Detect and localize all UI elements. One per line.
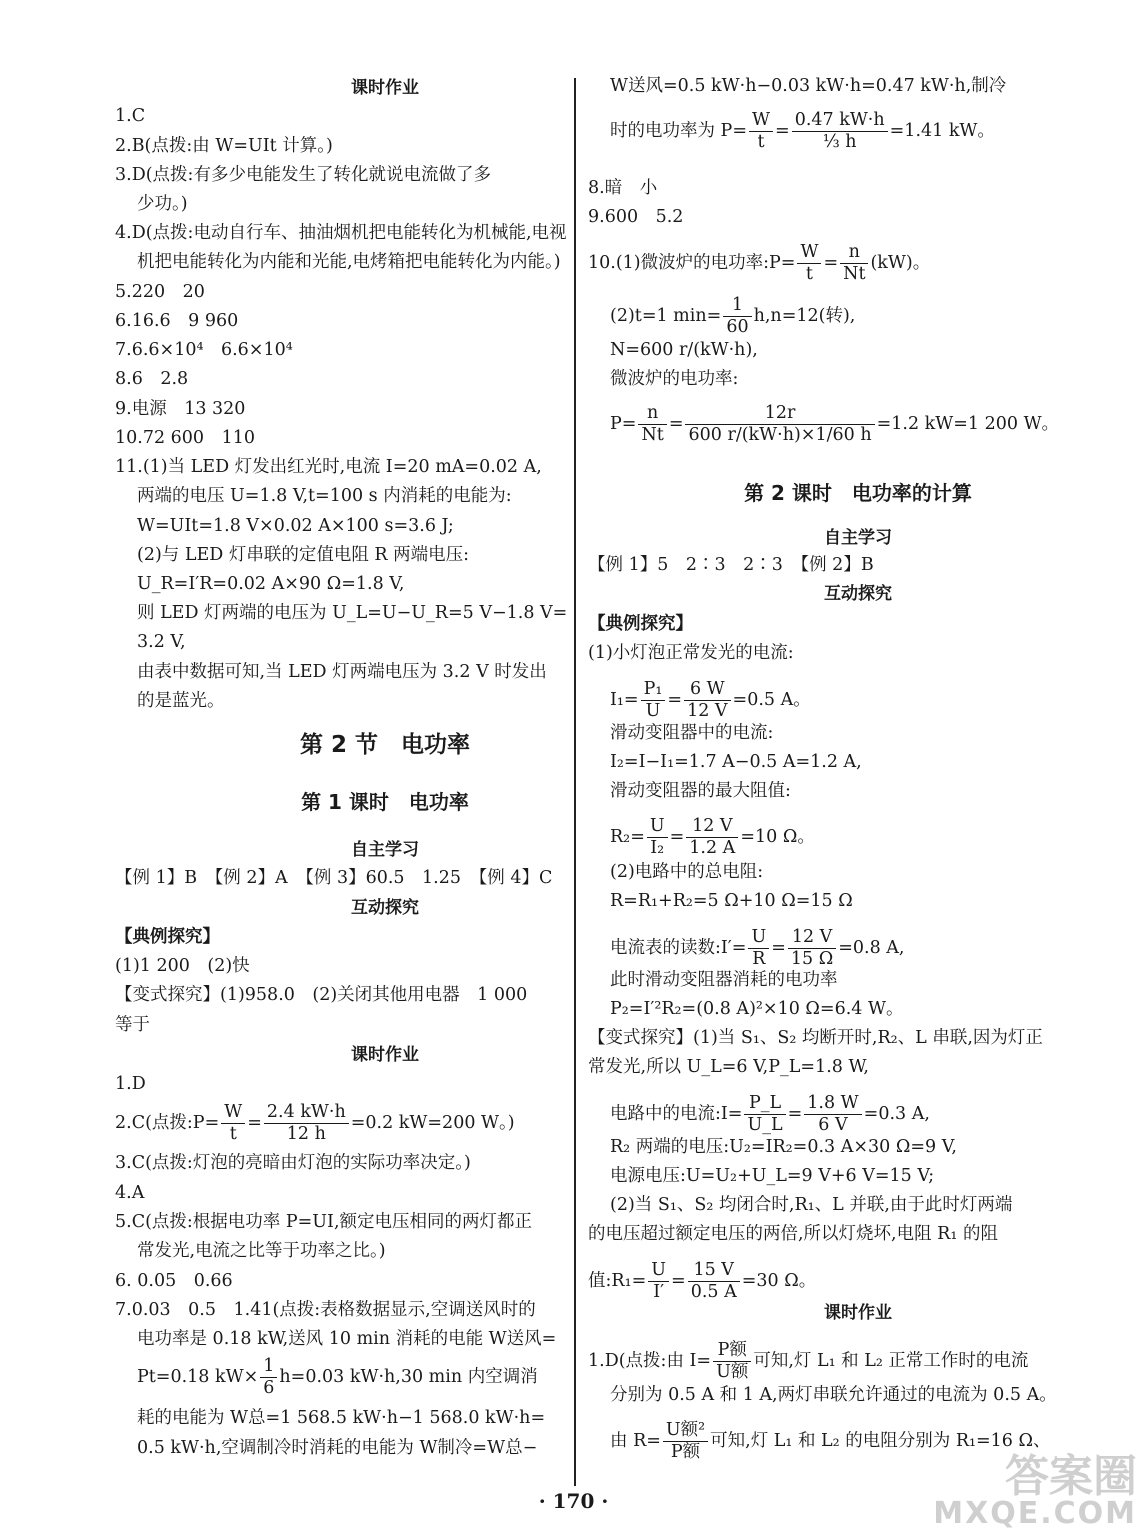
answer-line: [588, 242, 930, 285]
numerator: P₁: [641, 679, 666, 701]
fraction: [648, 1260, 669, 1303]
fraction: [647, 816, 668, 859]
denominator: Nt: [641, 425, 664, 445]
answer-line: (2)电路中的总电阻:: [610, 862, 764, 882]
answer-line: W送风=0.5 kW·h−0.03 kW·h=0.47 kW·h,制冷: [610, 76, 1007, 96]
text-run: =: [771, 938, 786, 958]
answer-line: 11.(1)当 LED 灯发出红光时,电流 I=20 mA=0.02 A,: [115, 457, 542, 477]
fraction: [713, 1340, 751, 1383]
answer-line: 3.D(点拨:有多少电能发生了转化就说电流做了多: [115, 165, 491, 185]
denominator: t: [805, 264, 813, 284]
denominator: I₂: [650, 838, 665, 858]
answer-line: 4.D(点拨:电动自行车、抽油烟机把电能转化为机械能,电视: [115, 223, 567, 243]
answer-line: 少功。): [137, 194, 188, 214]
answer-line: [588, 403, 1059, 446]
answer-line: U_R=I′R=0.02 A×90 Ω=1.8 V,: [137, 574, 405, 594]
section-heading: 互动探究: [824, 584, 892, 604]
answer-line: [588, 295, 855, 338]
answer-line: [115, 1102, 515, 1145]
text-run: 值:R₁=: [588, 1271, 647, 1291]
numerator: 12 V: [686, 816, 738, 838]
answer-line: 机把电能转化为内能和光能,电烤箱把电能转化为内能。): [137, 252, 561, 272]
example-answers: 【例 1】5 2∶3 2∶3 【例 2】B: [588, 555, 874, 575]
answer-line: (1)小灯泡正常发光的电流:: [588, 643, 794, 663]
fraction: [797, 242, 821, 285]
text-run: =0.5 A。: [732, 690, 811, 710]
numerator: 0.47 kW·h: [792, 110, 888, 132]
fraction: [688, 1260, 740, 1303]
answer-line: (2)当 S₁、S₂ 均闭合时,R₁、L 并联,由于此时灯两端: [610, 1195, 1013, 1215]
answer-line: 等于: [115, 1015, 150, 1035]
section-heading: 互动探究: [351, 898, 419, 918]
answer-line: 常发光,电流之比等于功率之比。): [137, 1241, 386, 1261]
answer-line: 3.2 V,: [137, 632, 186, 652]
answer-line: 7.6.6×10⁴ 6.6×10⁴: [115, 340, 293, 360]
numerator: 6 W: [684, 679, 730, 701]
answer-line: 滑动变阻器中的电流:: [610, 723, 774, 743]
text-run: =: [787, 1104, 803, 1124]
answer-line: 电功率是 0.18 kW,送风 10 min 消耗的电能 W送风=: [137, 1329, 557, 1349]
text-run: =10 Ω。: [740, 827, 815, 847]
column-divider: [574, 78, 576, 1486]
answer-line: [588, 927, 904, 970]
denominator: 12 V: [687, 701, 728, 721]
answer-line: 则 LED 灯两端的电压为 U_L=U−U_R=5 V−1.8 V=: [137, 603, 568, 623]
section-heading: 课时作业: [351, 1045, 419, 1065]
text-run: =: [668, 414, 684, 434]
answer-line: (1)1 200 (2)快: [115, 956, 250, 976]
text-run: =30 Ω。: [741, 1271, 817, 1291]
denominator: U额: [716, 1362, 749, 1382]
denominator: 1.2 A: [689, 838, 736, 858]
answer-line: [588, 1340, 1028, 1383]
answer-line: I₂=I−I₁=1.7 A−0.5 A=1.2 A,: [610, 752, 862, 772]
text-run: =0.2 kW=200 W。): [350, 1113, 515, 1133]
text-run: =: [669, 827, 685, 847]
answer-line: N=600 r/(kW·h),: [610, 340, 758, 360]
numerator: P_L: [744, 1093, 785, 1115]
text-run: =: [667, 690, 683, 710]
answer-line: 【变式探究】(1)当 S₁、S₂ 均断开时,R₂、L 串联,因为灯正: [588, 1028, 1043, 1048]
text-run: (kW)。: [870, 253, 931, 273]
denominator: 6: [263, 1378, 275, 1398]
fraction: [638, 403, 666, 446]
numerator: U: [648, 1260, 669, 1282]
numerator: U: [748, 927, 769, 949]
numerator: 1: [260, 1356, 277, 1378]
text-run: I₁=: [610, 690, 639, 710]
fraction: [723, 295, 751, 338]
section-heading: 课时作业: [824, 1303, 892, 1323]
denominator: t: [229, 1124, 237, 1144]
text-run: =: [671, 1271, 686, 1291]
answer-line: 5.C(点拨:根据电功率 P=UI,额定电压相同的两灯都正: [115, 1212, 533, 1232]
answer-line: 微波炉的电功率:: [610, 369, 739, 389]
answer-line: R=R₁+R₂=5 Ω+10 Ω=15 Ω: [610, 891, 853, 911]
text-run: 可知,灯 L₁ 和 L₂ 的电阻分别为 R₁=16 Ω、: [710, 1431, 1051, 1451]
numerator: W: [749, 110, 773, 132]
denominator: 12 h: [286, 1124, 326, 1144]
numerator: U额²: [663, 1420, 708, 1442]
answer-line: 的是蓝光。: [137, 691, 225, 711]
numerator: n: [840, 242, 868, 264]
fraction: [840, 242, 868, 285]
answer-line: 2.B(点拨:由 W=UIt 计算。): [115, 136, 333, 156]
text-run: =: [823, 253, 839, 273]
answer-line: 由表中数据可知,当 LED 灯两端电压为 3.2 V 时发出: [137, 662, 547, 682]
answer-line: 7.0.03 0.5 1.41(点拨:表格数据显示,空调送风时的: [115, 1300, 536, 1320]
answer-line: 此时滑动变阻器消耗的电功率: [610, 970, 838, 990]
denominator: P额: [670, 1442, 701, 1462]
numerator: 12 V: [788, 927, 836, 949]
answer-line: 1.D: [115, 1074, 146, 1094]
text-run: =: [775, 121, 790, 141]
fraction: [686, 816, 738, 859]
answer-line: 9.电源 13 320: [115, 399, 246, 419]
answer-line: 5.220 20: [115, 282, 205, 302]
fraction: [749, 110, 773, 153]
answer-line: P₂=I′²R₂=(0.8 A)²×10 Ω=6.4 W。: [610, 999, 904, 1019]
fraction: [641, 679, 666, 722]
denominator: 0.5 A: [690, 1282, 737, 1302]
fraction: [260, 1356, 277, 1399]
answer-line: 8.6 2.8: [115, 369, 189, 389]
fraction: [788, 927, 836, 970]
denominator: I′: [653, 1282, 665, 1302]
answer-line: 常发光,所以 U_L=6 V,P_L=1.8 W,: [588, 1057, 869, 1077]
text-run: 时的电功率为 P=: [610, 121, 748, 141]
text-run: =0.3 A,: [863, 1104, 930, 1124]
text-run: P=: [610, 414, 637, 434]
text-run: =1.41 kW。: [889, 121, 995, 141]
text-run: h=0.03 kW·h,30 min 内空调消: [279, 1367, 538, 1387]
text-run: =0.8 A,: [838, 938, 905, 958]
denominator: t: [757, 132, 765, 152]
answer-line: 10.72 600 110: [115, 428, 255, 448]
text-run: 电流表的读数:I′=: [610, 938, 747, 958]
numerator: n: [638, 403, 666, 425]
numerator: 12r: [685, 403, 874, 425]
subsection-tag: 【典例探究】: [588, 614, 693, 634]
numerator: W: [221, 1102, 245, 1124]
answer-line: 4.A: [115, 1183, 145, 1203]
text-run: =: [247, 1113, 262, 1133]
text-run: R₂=: [610, 827, 645, 847]
answer-line: 【变式探究】(1)958.0 (2)关闭其他用电器 1 000: [115, 985, 528, 1005]
denominator: Nt: [843, 264, 866, 284]
text-run: (2)t=1 min=: [610, 306, 722, 326]
text-run: =1.2 kW=1 200 W。: [876, 414, 1060, 434]
numerator: 15 V: [688, 1260, 740, 1282]
denominator: 60: [726, 317, 749, 337]
answer-line: 的电压超过额定电压的两倍,所以灯烧坏,电阻 R₁ 的阻: [588, 1224, 998, 1244]
page-number: · 170 ·: [538, 1489, 609, 1513]
denominator: ⅓ h: [822, 132, 857, 152]
answer-line: (2)与 LED 灯串联的定值电阻 R 两端电压:: [137, 545, 470, 565]
answer-line: 8.暗 小: [588, 178, 658, 198]
fraction: [221, 1102, 245, 1145]
fraction: [663, 1420, 708, 1463]
chapter-title: 第 2 节 电功率: [299, 732, 471, 758]
answer-line: 1.C: [115, 106, 146, 126]
numerator: U: [647, 816, 668, 838]
section-heading: 课时作业: [351, 78, 419, 98]
fraction: [804, 1093, 861, 1136]
answer-line: [588, 679, 811, 722]
numerator: 1.8 W: [804, 1093, 861, 1115]
watermark-logo: [933, 1451, 1137, 1531]
text-run: 10.(1)微波炉的电功率:P=: [588, 253, 796, 273]
answer-line: [588, 110, 995, 153]
denominator: R: [752, 949, 766, 969]
answer-line: 6.16.6 9 960: [115, 311, 239, 331]
denominator: 6 V: [818, 1115, 848, 1135]
fraction: [684, 679, 730, 722]
fraction: [792, 110, 888, 153]
answer-line: 电源电压:U=U₂+U_L=9 V+6 V=15 V;: [610, 1166, 935, 1186]
denominator: U_L: [747, 1115, 783, 1135]
answer-line: [588, 1093, 930, 1136]
subsection-tag: 【典例探究】: [115, 927, 220, 947]
answer-line: 6. 0.05 0.66: [115, 1271, 233, 1291]
numerator: 1: [723, 295, 751, 317]
answer-line: [115, 1356, 538, 1399]
example-answers: 【例 1】B 【例 2】A 【例 3】60.5 1.25 【例 4】C: [115, 868, 553, 888]
section-heading: 自主学习: [824, 528, 892, 548]
numerator: P额: [713, 1340, 751, 1362]
answer-line: [588, 1260, 816, 1303]
answer-line: 3.C(点拨:灯泡的亮暗由灯泡的实际功率决定。): [115, 1153, 471, 1173]
denominator: U: [645, 701, 661, 721]
text-run: 由 R=: [610, 1431, 661, 1451]
text-run: 1.D(点拨:由 I=: [588, 1351, 712, 1371]
text-run: 可知,灯 L₁ 和 L₂ 正常工作时的电流: [753, 1351, 1029, 1371]
answer-line: 0.5 kW·h,空调制冷时消耗的电能为 W制冷=W总−: [137, 1438, 538, 1458]
answer-line: [588, 816, 815, 859]
fraction: [744, 1093, 785, 1136]
fraction: [264, 1102, 349, 1145]
answer-line: 分别为 0.5 A 和 1 A,两灯串联允许通过的电流为 0.5 A。: [610, 1385, 1057, 1405]
fraction: [685, 403, 874, 446]
lesson-title: 第 2 课时 电功率的计算: [744, 481, 972, 505]
numerator: W: [797, 242, 821, 264]
denominator: 15 Ω: [790, 949, 834, 969]
answer-line: W=UIt=1.8 V×0.02 A×100 s=3.6 J;: [137, 516, 454, 536]
answer-line: 耗的电能为 W总=1 568.5 kW·h−1 568.0 kW·h=: [137, 1408, 546, 1428]
section-heading: 自主学习: [351, 840, 419, 860]
numerator: 2.4 kW·h: [264, 1102, 349, 1124]
watermark-url: MXQE.COM: [933, 1496, 1137, 1531]
answer-line: 两端的电压 U=1.8 V,t=100 s 内消耗的电能为:: [137, 486, 512, 506]
denominator: 600 r/(kW·h)×1/60 h: [688, 425, 872, 445]
text-run: 2.C(点拨:P=: [115, 1113, 220, 1133]
answer-line: 9.600 5.2: [588, 207, 684, 227]
text-run: Pt=0.18 kW×: [137, 1367, 259, 1387]
answer-line: 滑动变阻器的最大阻值:: [610, 781, 791, 801]
answer-line: R₂ 两端的电压:U₂=IR₂=0.3 A×30 Ω=9 V,: [610, 1137, 957, 1157]
lesson-title: 第 1 课时 电功率: [301, 790, 469, 814]
text-run: 电路中的电流:I=: [610, 1104, 743, 1124]
fraction: [748, 927, 769, 970]
watermark-text: 答案圈: [1005, 1451, 1137, 1502]
text-run: h,n=12(转),: [753, 306, 856, 326]
